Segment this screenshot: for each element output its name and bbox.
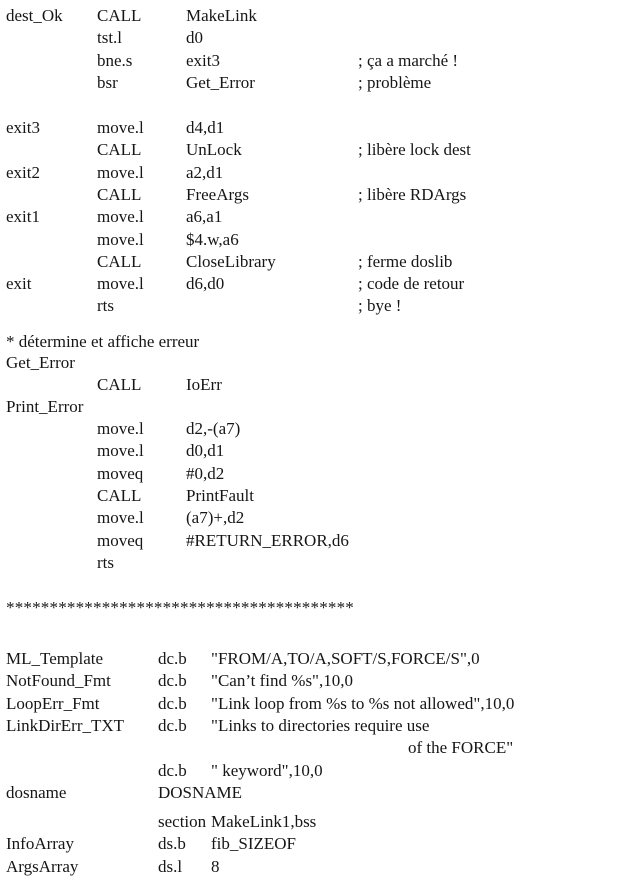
code-opcode: move.l xyxy=(97,162,144,182)
code-operand: #0,d2 xyxy=(186,463,225,483)
code-opcode: move.l xyxy=(97,508,144,528)
code-operand: (a7)+,d2 xyxy=(186,508,245,528)
code-operand: #RETURN_ERROR,d6 xyxy=(186,530,349,550)
code-line xyxy=(0,229,639,251)
code-operand: d0 xyxy=(186,28,203,48)
subroutine-label: Print_Error xyxy=(6,397,84,416)
code-comment: ; ça a marché ! xyxy=(358,50,459,70)
code-opcode: ds.l xyxy=(158,856,183,876)
code-opcode: DOSNAME xyxy=(158,783,243,803)
code-comment: ; bye ! xyxy=(358,296,402,316)
code-operand: "Can’t find %s",10,0 xyxy=(211,671,354,691)
code-opcode: CALL xyxy=(97,251,142,271)
code-line xyxy=(0,670,639,692)
code-line xyxy=(0,485,639,507)
code-opcode: move.l xyxy=(97,118,144,137)
code-opcode: bne.s xyxy=(97,50,133,70)
code-operand: CloseLibrary xyxy=(186,251,276,271)
code-line xyxy=(0,552,639,574)
code-opcode: bsr xyxy=(97,72,118,92)
code-line xyxy=(0,418,639,440)
code-operand: " keyword",10,0 xyxy=(211,761,323,780)
code-line xyxy=(0,374,639,396)
code-line xyxy=(0,251,639,273)
code-opcode: move.l xyxy=(97,441,144,461)
code-opcode: CALL xyxy=(97,485,142,505)
code-label: dest_Ok xyxy=(6,6,63,25)
code-opcode: dc.b xyxy=(158,649,187,668)
code-line xyxy=(0,184,639,206)
code-line xyxy=(0,530,639,552)
code-opcode: ds.b xyxy=(158,834,186,854)
code-label: exit3 xyxy=(6,118,40,137)
code-operand: "Links to directories require use xyxy=(211,715,430,735)
code-opcode: CALL xyxy=(97,184,142,204)
code-line xyxy=(0,463,639,485)
section-comment: * détermine et affiche erreur xyxy=(6,332,200,351)
code-opcode: rts xyxy=(97,296,114,316)
code-opcode: move.l xyxy=(97,419,144,438)
code-line xyxy=(0,782,639,804)
code-line xyxy=(0,760,639,782)
code-line xyxy=(0,295,639,317)
code-operand: IoErr xyxy=(186,375,222,394)
code-operand: a2,d1 xyxy=(186,162,224,182)
code-opcode: section xyxy=(158,812,207,831)
code-opcode: move.l xyxy=(97,207,144,227)
code-operand: "Link loop from %s to %s not allowed",10,0 xyxy=(211,693,515,713)
code-label: ArgsArray xyxy=(6,856,79,876)
code-line xyxy=(0,715,639,737)
code-label: NotFound_Fmt xyxy=(6,671,111,691)
code-line xyxy=(0,811,639,833)
code-operand: FreeArgs xyxy=(186,184,249,204)
code-comment: ; problème xyxy=(358,72,432,92)
code-opcode: moveq xyxy=(97,463,144,483)
code-opcode: dc.b xyxy=(158,671,187,691)
subroutine-label: Get_Error xyxy=(6,353,75,372)
code-line xyxy=(0,5,639,27)
separator-line xyxy=(0,597,639,619)
code-opcode: moveq xyxy=(97,530,144,550)
separator: **************************************** xyxy=(6,598,354,617)
code-operand: UnLock xyxy=(186,140,242,160)
code-line xyxy=(0,162,639,184)
code-opcode: move.l xyxy=(97,229,144,249)
code-operand: d2,-(a7) xyxy=(186,419,241,438)
code-opcode: CALL xyxy=(97,140,142,160)
code-comment: ; code de retour xyxy=(358,274,465,294)
code-label: ML_Template xyxy=(6,649,104,668)
code-opcode: move.l xyxy=(97,274,144,294)
code-line xyxy=(0,856,639,878)
code-operand: d6,d0 xyxy=(186,274,225,294)
code-line xyxy=(0,27,639,49)
code-comment: ; ferme doslib xyxy=(358,251,453,271)
continuation-line xyxy=(0,737,639,759)
code-label: dosname xyxy=(6,783,67,803)
code-operand: d4,d1 xyxy=(186,118,225,137)
code-operand: a6,a1 xyxy=(186,207,223,227)
code-label: InfoArray xyxy=(6,834,74,854)
code-operand: d0,d1 xyxy=(186,441,225,461)
code-opcode: dc.b xyxy=(158,693,187,713)
code-opcode: rts xyxy=(97,552,114,572)
code-operand: "FROM/A,TO/A,SOFT/S,FORCE/S",0 xyxy=(211,649,480,668)
code-line xyxy=(0,833,639,855)
code-operand: Get_Error xyxy=(186,72,255,92)
code-operand: MakeLink xyxy=(186,6,257,25)
code-line xyxy=(0,206,639,228)
string-continuation: of the FORCE" xyxy=(408,738,514,757)
code-operand: MakeLink1,bss xyxy=(211,812,317,831)
code-opcode: tst.l xyxy=(97,28,123,48)
code-opcode: dc.b xyxy=(158,761,187,780)
code-label: LinkDirErr_TXT xyxy=(6,715,125,735)
code-opcode: CALL xyxy=(97,6,142,25)
code-operand: fib_SIZEOF xyxy=(211,834,296,854)
code-line xyxy=(0,139,639,161)
code-label: exit1 xyxy=(6,207,40,227)
code-operand: $4.w,a6 xyxy=(186,229,239,249)
sub-label-line xyxy=(0,396,639,418)
code-operand: 8 xyxy=(211,856,220,876)
section-comment-line xyxy=(0,331,639,353)
code-line xyxy=(0,117,639,139)
code-label: LoopErr_Fmt xyxy=(6,693,100,713)
code-opcode: CALL xyxy=(97,375,142,394)
code-comment: ; libère RDArgs xyxy=(358,184,467,204)
code-operand: PrintFault xyxy=(186,485,255,505)
code-line xyxy=(0,50,639,72)
code-line xyxy=(0,72,639,94)
code-line xyxy=(0,273,639,295)
code-line xyxy=(0,693,639,715)
code-line xyxy=(0,648,639,670)
code-line xyxy=(0,440,639,462)
code-label: exit2 xyxy=(6,162,40,182)
sub-label-line xyxy=(0,352,639,374)
code-comment: ; libère lock dest xyxy=(358,140,471,160)
code-line xyxy=(0,507,639,529)
code-opcode: dc.b xyxy=(158,715,187,735)
code-operand: exit3 xyxy=(186,50,220,70)
code-label: exit xyxy=(6,274,32,294)
